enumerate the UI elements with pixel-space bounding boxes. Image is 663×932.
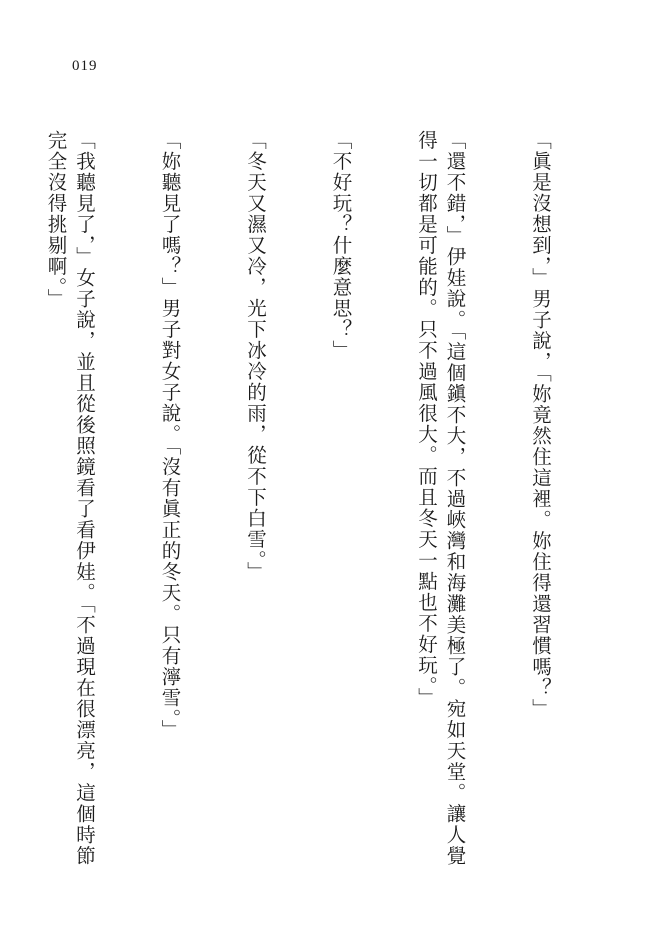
page-number: 019 <box>72 58 98 74</box>
paragraph-1: 「眞是沒想到，」男子說，「妳竟然住這裡。妳住得還習慣嗎？」 <box>529 130 552 720</box>
paragraph-6: 「我聽見了，」女子說，並且從後照鏡看了看伊娃。「不過現在很漂亮，這個時節完全沒得挑剔啊。」 <box>44 130 96 867</box>
paragraph-3: 「不好玩？什麼意思？」 <box>329 130 353 361</box>
vertical-text-body <box>0 130 611 870</box>
paragraph-5: 「妳聽見了嗎？」男子對女子說。「沒有眞正的冬天。只有濘雪。」 <box>158 130 182 741</box>
paragraph-4: 「冬天又濕又冷，光下冰冷的雨，從不下白雪。」 <box>244 130 267 583</box>
paragraph-2: 「還不錯，」伊娃說。「這個鎭不大，不過峽灣和海灘美極了。宛如天堂。讓人覺得一切都是可能的。只不過風很大。而且冬天一點也不好玩。」 <box>415 130 467 867</box>
